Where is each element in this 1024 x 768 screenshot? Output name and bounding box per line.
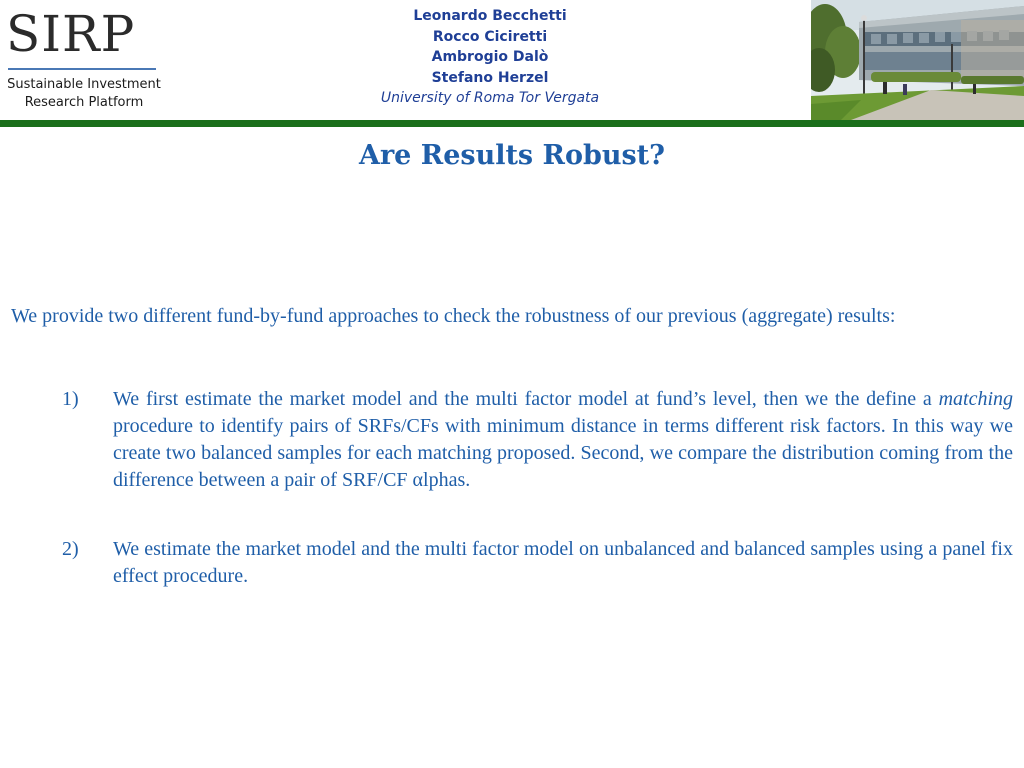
campus-building-photo [811, 0, 1024, 120]
list-item [58, 386, 1013, 494]
slide-title: Are Results Robust? [359, 140, 665, 171]
list-item-text [113, 386, 1013, 494]
logo-subtitle-line-2: Research Platform [24, 95, 144, 110]
intro-paragraph: We provide two different fund-by-fund approaches to check the robustness of our previous (aggregate) results: [11, 305, 896, 327]
matching-emphasis: matching [938, 388, 1013, 410]
author-name: Ambrogio Dalò [431, 49, 549, 65]
list-item-text: We estimate the market model and the multi factor model on unbalanced and balanced samples using a panel fix effect procedure. [113, 538, 1013, 587]
author-name: Stefano Herzel [431, 69, 549, 86]
list-item-number: 2) [62, 538, 79, 560]
logo-subtitle [6, 76, 162, 112]
logo-mark: SIRP [6, 5, 136, 63]
list-item-number: 1) [62, 388, 79, 410]
header-divider [0, 120, 1024, 127]
sirp-logo [6, 6, 162, 114]
list-item [58, 536, 1013, 590]
author-name: Leonardo Becchetti [413, 8, 567, 24]
author-name: Rocco Ciciretti [432, 28, 548, 45]
list-item-text-after: procedure to identify pairs of SRFs/CFs with minimum distance in terms different risk factors. In this way we create two balanced samples for each matching proposed. Second, we compare the distribution coming from the difference between a pair of SRF/CF αlphas. [113, 415, 1013, 491]
logo-divider [8, 68, 156, 70]
university-name: University of Roma Tor Vergata [380, 90, 600, 106]
author-block [330, 6, 650, 109]
list-item-text-before: We first estimate the market model and the multi factor model at fund’s level, then we the define a [113, 388, 939, 410]
logo-subtitle-line-1: Sustainable Investment [7, 77, 161, 92]
slide-header [0, 0, 1024, 120]
